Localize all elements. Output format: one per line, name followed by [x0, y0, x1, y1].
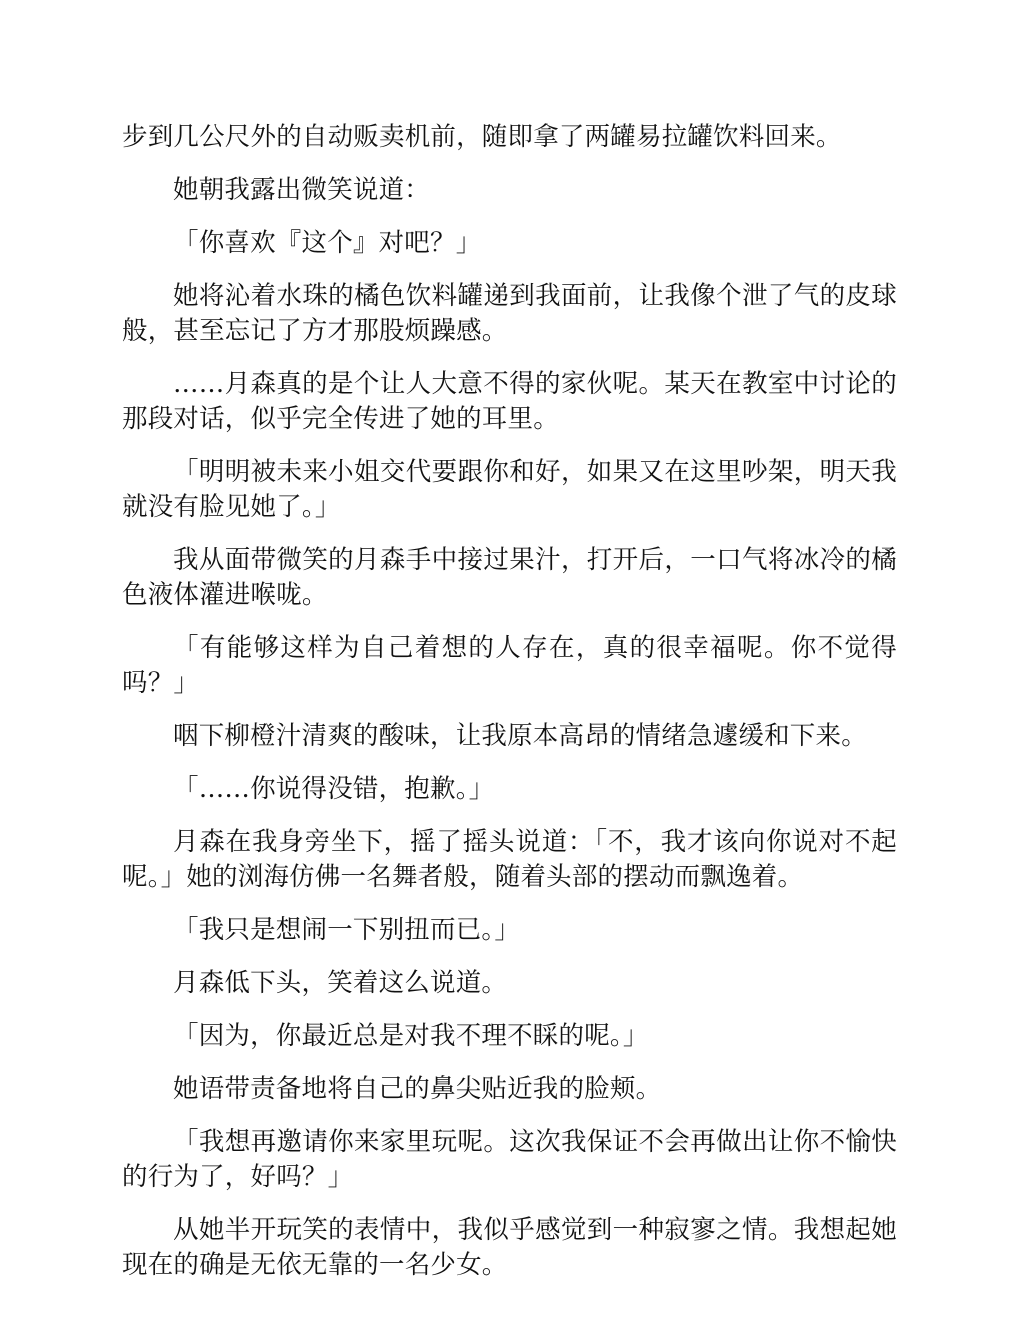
paragraph: 「因为，你最近总是对我不理不睬的呢。」 [173, 1021, 649, 1051]
paragraph: 月森低下头，笑着这么说道。 [173, 968, 508, 998]
paragraph: 「我只是想闹一下别扭而已。」 [173, 915, 521, 945]
paragraph: 「你喜欢『这个』对吧？」 [173, 228, 482, 258]
paragraph: 「我想再邀请你来家里玩呢。这次我保证不会再做出让你不愉快的行为了，好吗？」 [122, 1127, 897, 1192]
paragraph: 她朝我露出微笑说道： [173, 175, 431, 205]
paragraph: 她将沁着水珠的橘色饮料罐递到我面前，让我像个泄了气的皮球般，甚至忘记了方才那股烦躁感。 [122, 281, 897, 346]
paragraph: 咽下柳橙汁清爽的酸味，让我原本高昂的情绪急遽缓和下来。 [173, 721, 867, 751]
paragraph: 她语带责备地将自己的鼻尖贴近我的脸颊。 [173, 1074, 662, 1104]
paragraph: 月森在我身旁坐下，摇了摇头说道：「不，我才该向你说对不起呢。」她的浏海仿佛一名舞者般，随着头部的摆动而飘逸着。 [122, 827, 897, 892]
paragraph: 从她半开玩笑的表情中，我似乎感觉到一种寂寥之情。我想起她现在的确是无依无靠的一名少女。 [122, 1215, 897, 1280]
body-text [122, 120, 897, 1301]
paragraph: 「……你说得没错，抱歉。」 [173, 774, 495, 804]
paragraph: 「明明被未来小姐交代要跟你和好，如果又在这里吵架，明天我就没有脸见她了。」 [122, 457, 897, 522]
paragraph: 「有能够这样为自己着想的人存在，真的很幸福呢。你不觉得吗？」 [122, 633, 897, 698]
paragraph: 我从面带微笑的月森手中接过果汁，打开后，一口气将冰冷的橘色液体灌进喉咙。 [122, 545, 897, 610]
paragraph: ……月森真的是个让人大意不得的家伙呢。某天在教室中讨论的那段对话，似乎完全传进了她的耳里。 [122, 369, 897, 434]
paragraph: 步到几公尺外的自动贩卖机前，随即拿了两罐易拉罐饮料回来。 [122, 122, 842, 152]
